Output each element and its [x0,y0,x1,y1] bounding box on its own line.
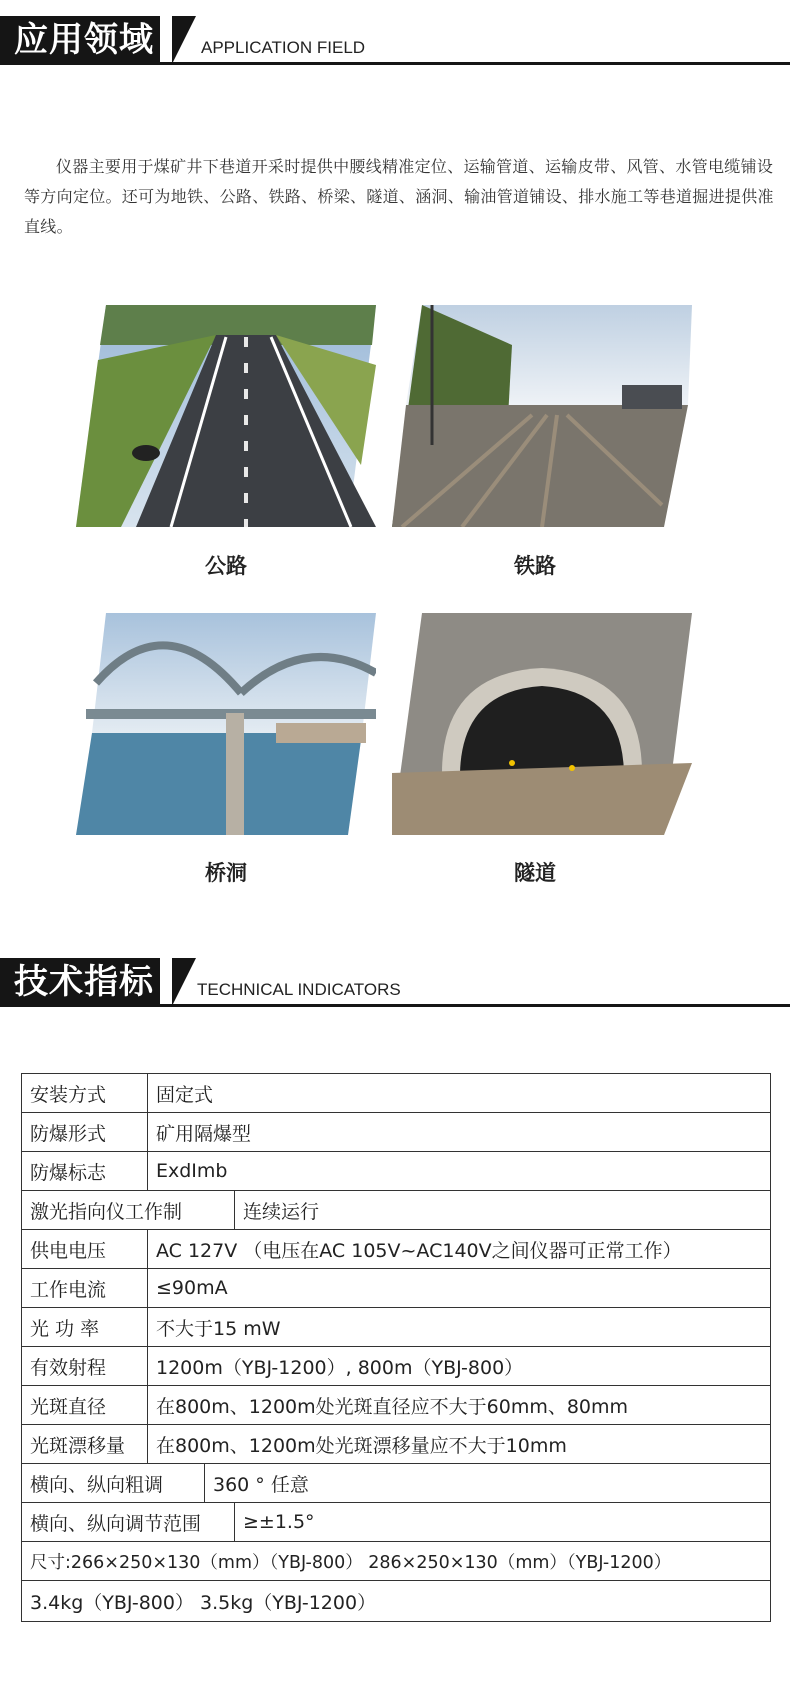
spec-value: ≤90mA [148,1269,771,1308]
photo-railway [392,305,692,527]
nested-row [22,1464,770,1502]
spec-value: AC 127V （电压在AC 105V~AC140V之间仪器可正常工作） [148,1230,771,1269]
table-row [22,1503,771,1542]
table-row [22,1347,771,1386]
spec-label: 安装方式 [22,1074,148,1113]
intro-paragraph: 仪器主要用于煤矿井下巷道开采时提供中腰线精准定位、运输管道、运输皮带、风管、水管电缆铺设等方向定位。还可为地铁、公路、铁路、桥梁、隧道、涵洞、输油管道铺设、排水施工等巷道掘进提供准直线。 [24,157,774,236]
table-row [22,1074,771,1113]
spec-label: 光斑漂移量 [22,1425,148,1464]
section-title: 技术指标 [0,958,160,1006]
spec-label: 横向、纵向粗调 [22,1464,205,1502]
specs-table [21,1073,771,1622]
spec-value: 1200m（YBJ-1200）, 800m（YBJ-800） [148,1347,771,1386]
spec-label: 光斑直径 [22,1386,148,1425]
table-row [22,1308,771,1347]
table-row [22,1152,771,1191]
spec-label: 防爆标志 [22,1152,148,1191]
spec-value: 不大于15 mW [148,1308,771,1347]
spec-value: 固定式 [148,1074,771,1113]
spec-label: 激光指向仪工作制 [22,1191,235,1229]
table-row [22,1230,771,1269]
photo-tunnel [392,613,692,835]
nested-row [22,1503,770,1541]
caption-bridge: 桥洞 [205,861,247,885]
section-subtitle: APPLICATION FIELD [201,38,366,57]
table-row [22,1113,771,1152]
table-row-cell [22,1191,771,1230]
caption-highway: 公路 [205,554,247,578]
spec-label: 有效射程 [22,1347,148,1386]
spec-label: 光 功 率 [22,1308,148,1347]
table-row [22,1386,771,1425]
table-row-cell [22,1503,771,1542]
spec-value: 连续运行 [243,1200,320,1223]
section-title: 应用领域 [0,16,160,64]
caption-railway: 铁路 [514,554,556,578]
spec-label: 横向、纵向调节范围 [22,1503,235,1541]
table-row-cell [22,1464,771,1503]
section-subtitle: TECHNICAL INDICATORS [197,980,401,999]
spec-value: 在800m、1200m处光斑直径应不大于60mm、80mm [148,1386,771,1425]
spec-value: 矿用隔爆型 [148,1113,771,1152]
table-row [22,1581,771,1622]
spec-label: 供电电压 [22,1230,148,1269]
table-row [22,1464,771,1503]
caption-tunnel: 隧道 [514,861,556,885]
section-header-technical [0,958,790,1018]
spec-label: 工作电流 [22,1269,148,1308]
spec-value: 360 ° 任意 [213,1473,309,1496]
table-row [22,1425,771,1464]
spec-value: ≥±1.5° [243,1511,315,1533]
table-row [22,1191,771,1230]
spec-full-row: 尺寸:266×250×130（mm）（YBJ-800） 286×250×130（mm）（YBJ-1200） [22,1542,771,1581]
table-row [22,1542,771,1581]
header-slant [172,958,196,1006]
spec-label: 防爆形式 [22,1113,148,1152]
section-header-application [0,16,790,76]
table-row [22,1269,771,1308]
photo-bridge [76,613,376,835]
spec-full-row: 3.4kg（YBJ-800） 3.5kg（YBJ-1200） [22,1581,771,1622]
photo-highway [76,305,376,527]
header-slant [172,16,196,64]
spec-value: 在800m、1200m处光斑漂移量应不大于10mm [148,1425,771,1464]
nested-row [22,1191,770,1229]
spec-value: ExdImb [148,1152,771,1191]
